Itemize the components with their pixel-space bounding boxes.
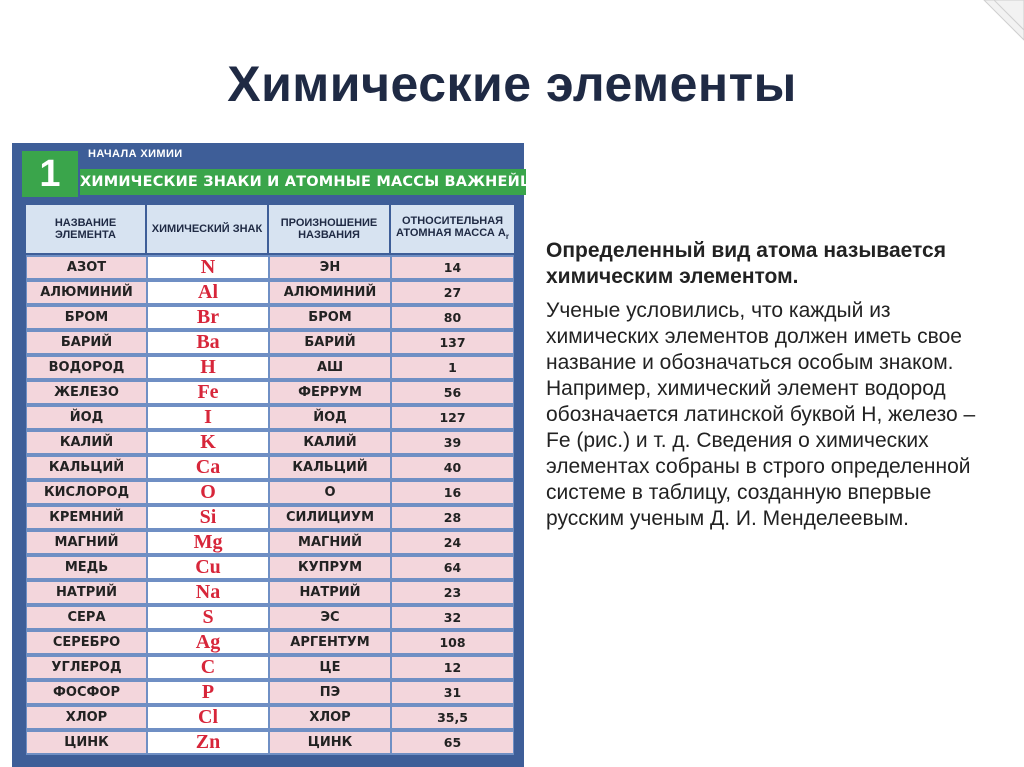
element-poster	[12, 143, 672, 767]
element-pronunciation: КАЛИЙ	[270, 432, 390, 453]
element-symbol: Al	[148, 282, 268, 303]
poster-title: ХИМИЧЕСКИЕ ЗНАКИ И АТОМНЫЕ МАССЫ ВАЖНЕЙШИХ ЭЛЕМЕНТОВ	[80, 169, 526, 195]
table-header	[26, 205, 514, 255]
element-pronunciation: О	[270, 482, 390, 503]
element-name: КАЛИЙ	[27, 432, 146, 453]
table-row	[26, 632, 514, 653]
element-name: КРЕМНИЙ	[27, 507, 146, 528]
table-row	[26, 282, 514, 303]
element-atomic-mass: 28	[392, 507, 513, 528]
element-name: УГЛЕРОД	[27, 657, 146, 678]
element-atomic-mass: 127	[392, 407, 513, 428]
element-symbol: Mg	[148, 532, 268, 553]
element-symbol: N	[148, 257, 268, 278]
slide-title: Химические элементы	[227, 56, 797, 112]
element-pronunciation: НАТРИЙ	[270, 582, 390, 603]
element-symbol: I	[148, 407, 268, 428]
element-atomic-mass: 65	[392, 732, 513, 753]
body-text: Ученые условились, что каждый из химических элементов должен иметь свое название и обозначаться особым знаком. Например, химический элемент водород обозначается латинской буквой H, железо – Fe (рис.) и т. д. Сведения о химических элементах собраны в строго определенной системе в таблицу, созданную впервые русским ученым Д. И. Менделеевым.	[546, 299, 976, 530]
table-row	[26, 357, 514, 378]
element-name: ВОДОРОД	[27, 357, 146, 378]
element-pronunciation: АРГЕНТУМ	[270, 632, 390, 653]
element-name: МАГНИЙ	[27, 532, 146, 553]
table-row	[26, 707, 514, 728]
table-row	[26, 382, 514, 403]
element-name: БАРИЙ	[27, 332, 146, 353]
element-symbol: Zn	[148, 732, 268, 753]
element-atomic-mass: 16	[392, 482, 513, 503]
poster-kicker: НАЧАЛА ХИМИИ	[88, 148, 183, 160]
table-row	[26, 457, 514, 478]
table-row	[26, 582, 514, 603]
element-name: НАТРИЙ	[27, 582, 146, 603]
element-name: СЕРЕБРО	[27, 632, 146, 653]
element-atomic-mass: 35,5	[392, 707, 513, 728]
element-pronunciation: МАГНИЙ	[270, 532, 390, 553]
element-symbol: K	[148, 432, 268, 453]
element-atomic-mass: 27	[392, 282, 513, 303]
table-row	[26, 332, 514, 353]
element-symbol: C	[148, 657, 268, 678]
element-symbol: Cu	[148, 557, 268, 578]
header-atomic-mass	[391, 205, 514, 253]
element-atomic-mass: 23	[392, 582, 513, 603]
element-symbol: Ag	[148, 632, 268, 653]
element-symbol: Si	[148, 507, 268, 528]
element-name: ХЛОР	[27, 707, 146, 728]
element-atomic-mass: 64	[392, 557, 513, 578]
element-pronunciation: КУПРУМ	[270, 557, 390, 578]
header-name: НАЗВАНИЕ ЭЛЕМЕНТА	[26, 205, 147, 253]
element-symbol: H	[148, 357, 268, 378]
element-atomic-mass: 56	[392, 382, 513, 403]
element-pronunciation: ЙОД	[270, 407, 390, 428]
element-pronunciation: АШ	[270, 357, 390, 378]
element-pronunciation: АЛЮМИНИЙ	[270, 282, 390, 303]
element-pronunciation: СИЛИЦИУМ	[270, 507, 390, 528]
header-pronunciation: ПРОИЗНОШЕНИЕ НАЗВАНИЯ	[269, 205, 391, 253]
element-atomic-mass: 32	[392, 607, 513, 628]
element-symbol: P	[148, 682, 268, 703]
element-atomic-mass: 137	[392, 332, 513, 353]
element-atomic-mass: 24	[392, 532, 513, 553]
table-row	[26, 732, 514, 753]
element-pronunciation: ФЕРРУМ	[270, 382, 390, 403]
element-name: ЙОД	[27, 407, 146, 428]
table-row	[26, 432, 514, 453]
element-name: АЛЮМИНИЙ	[27, 282, 146, 303]
element-atomic-mass: 12	[392, 657, 513, 678]
table-row	[26, 532, 514, 553]
table-row	[26, 507, 514, 528]
element-name: КИСЛОРОД	[27, 482, 146, 503]
table-row	[26, 407, 514, 428]
element-symbol: Ba	[148, 332, 268, 353]
element-name: МЕДЬ	[27, 557, 146, 578]
elements-table	[26, 205, 514, 755]
element-symbol: Cl	[148, 707, 268, 728]
description	[546, 238, 986, 532]
element-name: ФОСФОР	[27, 682, 146, 703]
element-symbol: Ca	[148, 457, 268, 478]
table-body	[26, 255, 514, 755]
element-symbol: S	[148, 607, 268, 628]
table-row	[26, 482, 514, 503]
element-pronunciation: ХЛОР	[270, 707, 390, 728]
element-pronunciation: ЭС	[270, 607, 390, 628]
element-atomic-mass: 31	[392, 682, 513, 703]
element-name: БРОМ	[27, 307, 146, 328]
element-atomic-mass: 14	[392, 257, 513, 278]
element-pronunciation: БАРИЙ	[270, 332, 390, 353]
table-row	[26, 557, 514, 578]
element-atomic-mass: 108	[392, 632, 513, 653]
table-row	[26, 307, 514, 328]
corner-ornament	[964, 0, 1024, 60]
element-name: ЖЕЛЕЗО	[27, 382, 146, 403]
header-atomic-mass-label: ОТНОСИТЕЛЬНАЯ АТОМНАЯ МАССА $A_r$	[396, 214, 509, 242]
element-pronunciation: ПЭ	[270, 682, 390, 703]
table-row	[26, 657, 514, 678]
element-symbol: Na	[148, 582, 268, 603]
element-name: КАЛЬЦИЙ	[27, 457, 146, 478]
lead-text: Определенный вид атома называется химическим элементом.	[546, 239, 946, 288]
poster-number: 1	[22, 151, 78, 197]
element-symbol: Fe	[148, 382, 268, 403]
element-name: СЕРА	[27, 607, 146, 628]
element-pronunciation: КАЛЬЦИЙ	[270, 457, 390, 478]
element-name: АЗОТ	[27, 257, 146, 278]
element-symbol: O	[148, 482, 268, 503]
element-pronunciation: БРОМ	[270, 307, 390, 328]
table-row	[26, 682, 514, 703]
element-pronunciation: ЭН	[270, 257, 390, 278]
element-symbol: Br	[148, 307, 268, 328]
table-row	[26, 257, 514, 278]
element-pronunciation: ЦИНК	[270, 732, 390, 753]
element-name: ЦИНК	[27, 732, 146, 753]
header-symbol: ХИМИЧЕСКИЙ ЗНАК	[147, 205, 269, 253]
element-pronunciation: ЦЕ	[270, 657, 390, 678]
element-atomic-mass: 39	[392, 432, 513, 453]
element-atomic-mass: 1	[392, 357, 513, 378]
table-row	[26, 607, 514, 628]
element-atomic-mass: 80	[392, 307, 513, 328]
element-atomic-mass: 40	[392, 457, 513, 478]
